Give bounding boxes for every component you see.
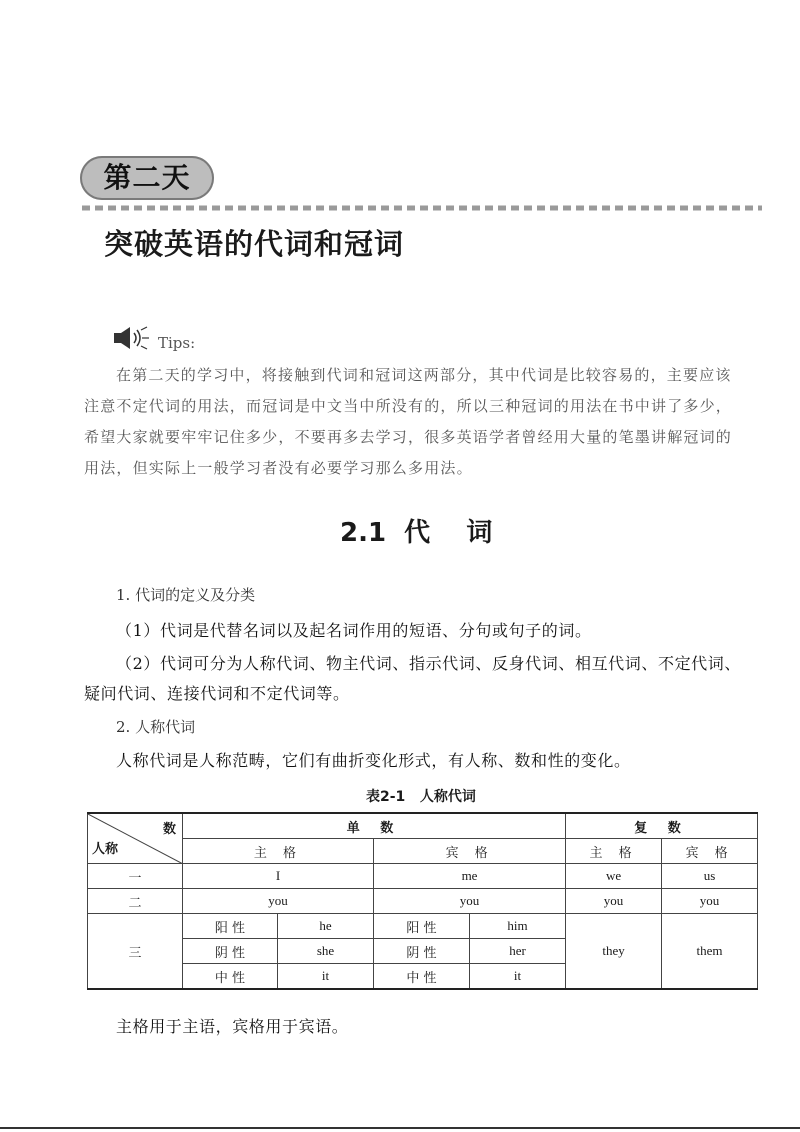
- subsection-heading: 2. 人称代词: [116, 718, 196, 736]
- table-caption: 表2-1 人称代词: [366, 789, 476, 805]
- tips-text-line: 用法，但实际上一般学习者没有必要学习那么多用法。: [84, 459, 473, 477]
- gender-cell: 阳 性: [183, 914, 278, 939]
- tips-text-line: 在第二天的学习中，将接触到代词和冠词这两部分，其中代词是比较容易的，主要应该: [116, 366, 732, 384]
- table-cell: you: [183, 889, 374, 914]
- pronoun-table: [87, 812, 758, 990]
- subsection-heading: 1. 代词的定义及分类: [116, 586, 256, 604]
- header-singular-subject: 主 格: [183, 839, 374, 864]
- table-row: [88, 889, 758, 914]
- table-cell: you: [662, 889, 758, 914]
- header-singular: 单 数: [183, 813, 566, 839]
- tips-text-line: 注意不定代词的用法，而冠词是中文当中所没有的，所以三种冠词的用法在书中讲了多少，: [84, 397, 733, 415]
- table-cell: he: [278, 914, 374, 939]
- table-cell: me: [374, 864, 566, 889]
- tips-text-line: 希望大家就要牢牢记住多少，不要再多去学习，很多英语学者曾经用大量的笔墨讲解冠词的: [84, 428, 733, 446]
- paragraph: （2）代词可分为人称代词、物主代词、指示代词、反身代词、相互代词、不定代词、: [116, 654, 741, 673]
- person-cell: 一: [88, 864, 183, 889]
- chapter-badge: [80, 156, 214, 200]
- table-cell: we: [566, 864, 662, 889]
- paragraph: 人称代词是人称范畴，它们有曲折变化形式，有人称、数和性的变化。: [116, 751, 631, 770]
- paragraph: 疑问代词、连接代词和不定代词等。: [84, 684, 350, 703]
- table-corner-cell: [88, 813, 183, 864]
- speaker-icon: [112, 324, 152, 352]
- table-cell: her: [470, 939, 566, 964]
- table-row: [88, 864, 758, 889]
- tips-label: Tips:: [158, 334, 196, 352]
- table-cell: you: [374, 889, 566, 914]
- table-cell: they: [566, 914, 662, 990]
- table-cell: him: [470, 914, 566, 939]
- header-plural: 复 数: [566, 813, 758, 839]
- table-cell: you: [566, 889, 662, 914]
- gender-cell: 阳 性: [374, 914, 470, 939]
- gender-cell: 阴 性: [374, 939, 470, 964]
- table-header-row: [88, 813, 758, 839]
- gender-cell: 中 性: [374, 964, 470, 990]
- table-cell: it: [470, 964, 566, 990]
- table-cell: she: [278, 939, 374, 964]
- table-subheader-row: [88, 839, 758, 864]
- header-plural-subject: 主 格: [566, 839, 662, 864]
- paragraph: （1）代词是代替名词以及起名词作用的短语、分句或句子的词。: [116, 621, 592, 640]
- table-cell: us: [662, 864, 758, 889]
- section-title: 2.1 代 词: [340, 518, 493, 548]
- chapter-badge-label: 第二天: [103, 161, 191, 194]
- dotted-divider: [82, 205, 762, 211]
- chapter-title: 突破英语的代词和冠词: [104, 227, 405, 261]
- table-cell: it: [278, 964, 374, 990]
- header-plural-object: 宾 格: [662, 839, 758, 864]
- header-singular-object: 宾 格: [374, 839, 566, 864]
- corner-number-label: 数: [162, 822, 176, 837]
- person-cell: 三: [88, 914, 183, 990]
- person-cell: 二: [88, 889, 183, 914]
- table-cell: I: [183, 864, 374, 889]
- closing-paragraph: 主格用于主语，宾格用于宾语。: [116, 1017, 349, 1036]
- gender-cell: 阴 性: [183, 939, 278, 964]
- table-row: [88, 914, 758, 939]
- gender-cell: 中 性: [183, 964, 278, 990]
- corner-person-label: 人称: [92, 842, 119, 857]
- bottom-divider: [0, 1127, 800, 1129]
- table-cell: them: [662, 914, 758, 990]
